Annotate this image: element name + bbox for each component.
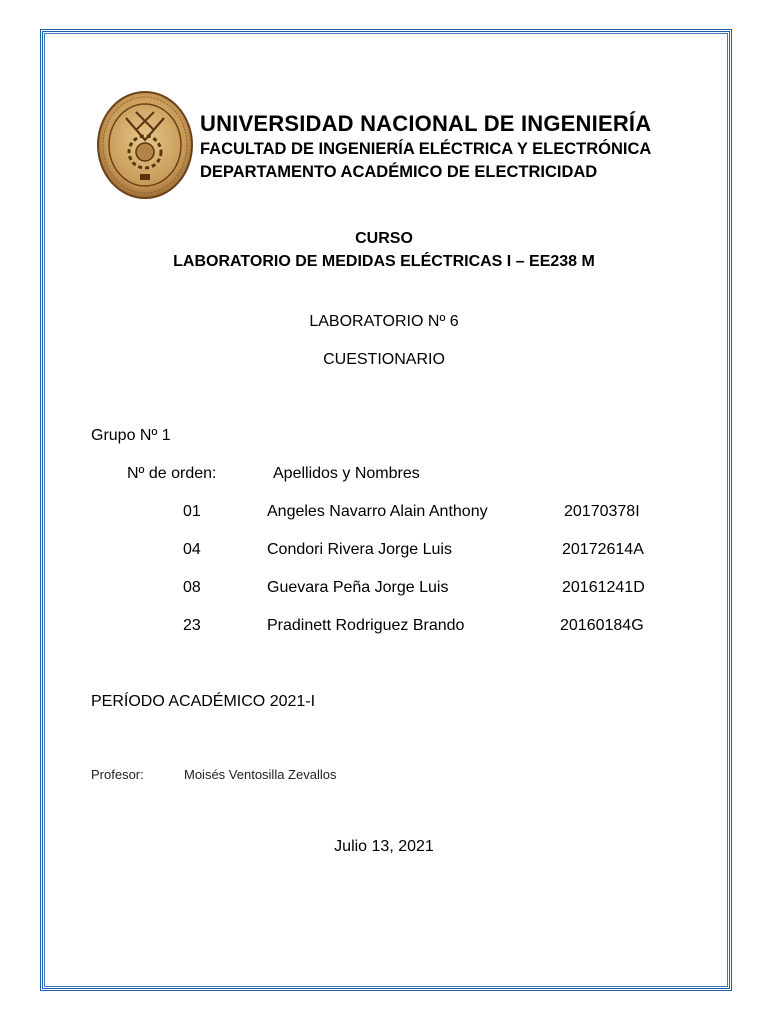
professor-label: Profesor: <box>91 767 144 782</box>
group-title: Grupo Nº 1 <box>91 427 171 444</box>
department-name: DEPARTAMENTO ACADÉMICO DE ELECTRICIDAD <box>200 163 598 181</box>
member-name: Guevara Peña Jorge Luis <box>267 579 449 596</box>
names-column-header: Apellidos y Nombres <box>273 465 420 482</box>
member-code: 20161241D <box>562 579 645 596</box>
professor-name: Moisés Ventosilla Zevallos <box>184 767 337 782</box>
member-name: Angeles Navarro Alain Anthony <box>267 503 488 520</box>
lab-number: LABORATORIO Nº 6 <box>309 313 459 330</box>
member-order: 04 <box>183 541 201 558</box>
lab-type: CUESTIONARIO <box>323 351 445 368</box>
order-column-header: Nº de orden: <box>127 465 217 482</box>
member-order: 08 <box>183 579 201 596</box>
member-code: 20160184G <box>560 617 644 634</box>
member-code: 20170378I <box>564 503 640 520</box>
member-code: 20172614A <box>562 541 644 558</box>
member-order: 23 <box>183 617 201 634</box>
course-name: LABORATORIO DE MEDIDAS ELÉCTRICAS I – EE238 M <box>173 253 595 270</box>
member-name: Condori Rivera Jorge Luis <box>267 541 452 558</box>
member-order: 01 <box>183 503 201 520</box>
academic-period: PERÍODO ACADÉMICO 2021-I <box>91 693 316 710</box>
document-date: Julio 13, 2021 <box>334 838 434 855</box>
university-seal-icon <box>96 90 194 200</box>
university-name: UNIVERSIDAD NACIONAL DE INGENIERÍA <box>200 111 652 136</box>
member-name: Pradinett Rodriguez Brando <box>267 617 465 634</box>
faculty-name: FACULTAD DE INGENIERÍA ELÉCTRICA Y ELECTRÓNICA <box>200 140 652 158</box>
course-label: CURSO <box>355 230 413 247</box>
